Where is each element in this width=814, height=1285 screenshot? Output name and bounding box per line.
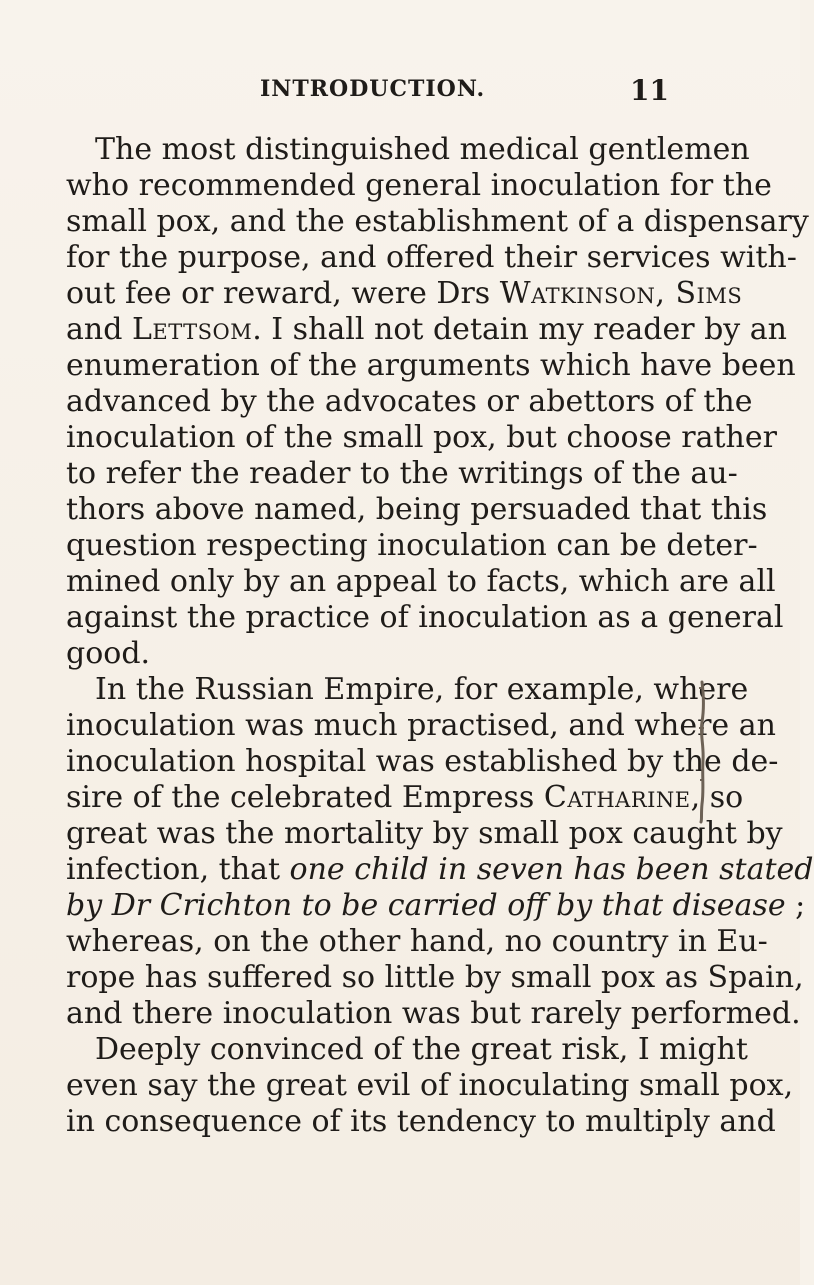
- text-line: inoculation of the small pox, but choose rather: [66, 420, 777, 455]
- text-line: in consequence of its tendency to multiply and: [66, 1104, 776, 1139]
- page-number: 11: [630, 74, 669, 107]
- text-line: enumeration of the arguments which have been: [66, 348, 796, 383]
- text-line: advanced by the advocates or abettors of the: [66, 384, 753, 419]
- text-line: who recommended general inoculation for the: [66, 168, 772, 203]
- text-line: whereas, on the other hand, no country in Eu-: [66, 924, 768, 959]
- text-line: great was the mortality by small pox caught by: [66, 816, 783, 851]
- text-line: question respecting inoculation can be deter-: [66, 528, 758, 563]
- text-line: sire of the celebrated Empress Catharine, so: [66, 780, 744, 815]
- small-caps-name: Catharine: [543, 780, 691, 815]
- text-line: out fee or reward, were Drs Watkinson, Sims: [66, 276, 743, 311]
- text-line: small pox, and the establishment of a dispensary: [66, 204, 809, 239]
- text-line: thors above named, being persuaded that this: [66, 492, 768, 527]
- italic-quote: one child in seven has been stated: [289, 852, 814, 887]
- italic-quote: by Dr Crichton to be carried off by that disease: [66, 888, 786, 923]
- small-caps-name: Watkinson, Sims: [499, 276, 743, 311]
- text-line: infection, that one child in seven has been stated: [66, 852, 814, 887]
- text-line: good.: [66, 636, 151, 671]
- text-line: The most distinguished medical gentlemen: [95, 132, 750, 167]
- text-line: by Dr Crichton to be carried off by that disease ;: [66, 888, 806, 923]
- small-caps-name: Lettsom: [131, 312, 253, 347]
- text-line: and Lettsom. I shall not detain my reader by an: [66, 312, 787, 347]
- text-line: against the practice of inoculation as a general: [66, 600, 784, 635]
- text-line: even say the great evil of inoculating small pox,: [66, 1068, 794, 1103]
- running-head: [0, 76, 800, 106]
- text-line: inoculation hospital was established by the de-: [66, 744, 779, 779]
- running-title: INTRODUCTION.: [260, 76, 486, 102]
- text-line: In the Russian Empire, for example, where: [95, 672, 749, 707]
- text-line: to refer the reader to the writings of the au-: [66, 456, 738, 491]
- text-line: for the purpose, and offered their services with-: [66, 240, 797, 275]
- text-line: mined only by an appeal to facts, which are all: [66, 564, 776, 599]
- text-line: Deeply convinced of the great risk, I might: [95, 1032, 748, 1067]
- text-line: and there inoculation was but rarely performed.: [66, 996, 801, 1031]
- text-line: inoculation was much practised, and where an: [66, 708, 776, 743]
- text-line: rope has suffered so little by small pox as Spain,: [66, 960, 804, 995]
- margin-bracket-mark: [690, 678, 730, 824]
